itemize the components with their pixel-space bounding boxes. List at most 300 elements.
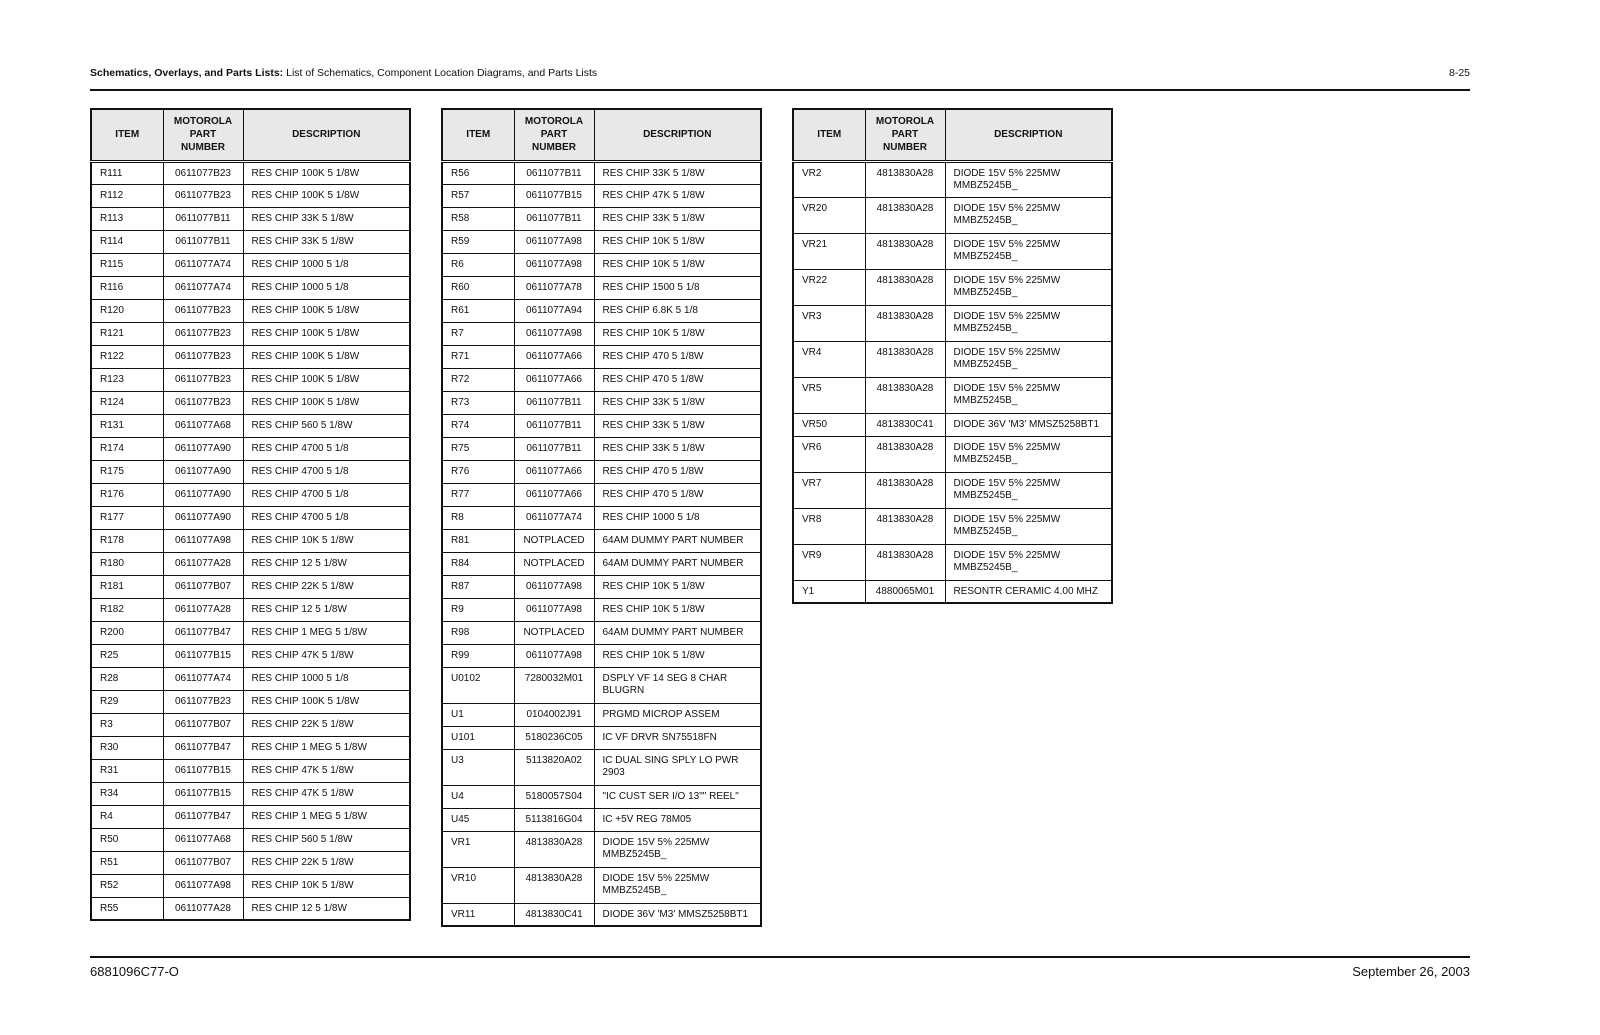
description-cell: RES CHIP 22K 5 1/8W: [243, 713, 410, 736]
part-number-cell: 0611077A90: [163, 483, 243, 506]
item-cell: VR50: [793, 413, 865, 436]
description-cell: RES CHIP 100K 5 1/8W: [243, 184, 410, 207]
table-row: [91, 161, 410, 184]
part-number-cell: 0611077B23: [163, 161, 243, 184]
footer-date: September 26, 2003: [1352, 964, 1470, 979]
item-cell: R121: [91, 322, 163, 345]
part-number-cell: 0611077A66: [514, 483, 594, 506]
table-row: [91, 276, 410, 299]
item-cell: R56: [442, 161, 514, 184]
table-row: [91, 713, 410, 736]
item-cell: R31: [91, 759, 163, 782]
description-cell: RESONTR CERAMIC 4.00 MHZ: [945, 580, 1112, 603]
table-row: [91, 253, 410, 276]
description-cell: RES CHIP 10K 5 1/8W: [594, 322, 761, 345]
item-cell: R25: [91, 644, 163, 667]
table-row: [442, 368, 761, 391]
table-row: [91, 322, 410, 345]
item-cell: U3: [442, 749, 514, 785]
part-number-cell: 0611077A98: [514, 230, 594, 253]
part-number-cell: 5180236C05: [514, 726, 594, 749]
table-row: [442, 621, 761, 644]
description-cell: DIODE 15V 5% 225MW MMBZ5245B_: [945, 197, 1112, 233]
part-number-cell: 0611077B23: [163, 368, 243, 391]
column-header-description: DESCRIPTION: [945, 109, 1112, 161]
part-number-cell: 0611077A66: [514, 460, 594, 483]
table-header-row: [793, 109, 1112, 161]
table-row: [91, 644, 410, 667]
description-cell: RES CHIP 1 MEG 5 1/8W: [243, 736, 410, 759]
table-row: [91, 621, 410, 644]
description-cell: DIODE 15V 5% 225MW MMBZ5245B_: [945, 269, 1112, 305]
table-row: [91, 184, 410, 207]
table-row: [91, 759, 410, 782]
table-row: [442, 785, 761, 808]
table-row: [793, 413, 1112, 436]
item-cell: R75: [442, 437, 514, 460]
part-number-cell: 0611077A98: [514, 322, 594, 345]
item-cell: R57: [442, 184, 514, 207]
description-cell: RES CHIP 470 5 1/8W: [594, 460, 761, 483]
item-cell: VR4: [793, 341, 865, 377]
part-number-cell: 4813830A28: [865, 341, 945, 377]
part-number-cell: 0611077A94: [514, 299, 594, 322]
description-cell: 64AM DUMMY PART NUMBER: [594, 552, 761, 575]
table-row: [793, 508, 1112, 544]
table-row: [91, 828, 410, 851]
table-row: [442, 808, 761, 831]
item-cell: R113: [91, 207, 163, 230]
part-number-cell: 0611077A74: [514, 506, 594, 529]
table-row: [91, 667, 410, 690]
table-row: [442, 253, 761, 276]
part-number-cell: 4813830A28: [865, 233, 945, 269]
column-header-item: ITEM: [91, 109, 163, 161]
part-number-cell: 0611077B11: [514, 207, 594, 230]
part-number-cell: 0611077A28: [163, 897, 243, 920]
part-number-cell: 0611077A78: [514, 276, 594, 299]
item-cell: R73: [442, 391, 514, 414]
description-cell: RES CHIP 100K 5 1/8W: [243, 368, 410, 391]
item-cell: R60: [442, 276, 514, 299]
description-cell: DIODE 15V 5% 225MW MMBZ5245B_: [594, 867, 761, 903]
table-row: [793, 341, 1112, 377]
item-cell: Y1: [793, 580, 865, 603]
description-cell: RES CHIP 22K 5 1/8W: [243, 575, 410, 598]
description-cell: RES CHIP 12 5 1/8W: [243, 598, 410, 621]
table-row: [91, 207, 410, 230]
description-cell: DIODE 15V 5% 225MW MMBZ5245B_: [594, 831, 761, 867]
footer-doc-number: 6881096C77-O: [90, 964, 179, 979]
item-cell: R55: [91, 897, 163, 920]
part-number-cell: 0611077B07: [163, 575, 243, 598]
part-number-cell: 0611077A90: [163, 460, 243, 483]
description-cell: RES CHIP 10K 5 1/8W: [243, 529, 410, 552]
table-row: [793, 580, 1112, 603]
part-number-cell: 4813830A28: [865, 436, 945, 472]
item-cell: R131: [91, 414, 163, 437]
item-cell: R50: [91, 828, 163, 851]
table-row: [91, 897, 410, 920]
description-cell: RES CHIP 100K 5 1/8W: [243, 345, 410, 368]
part-number-cell: 0611077B23: [163, 690, 243, 713]
part-number-cell: 7280032M01: [514, 667, 594, 703]
part-number-cell: 4880065M01: [865, 580, 945, 603]
part-number-cell: 4813830A28: [865, 305, 945, 341]
description-cell: DIODE 15V 5% 225MW MMBZ5245B_: [945, 341, 1112, 377]
description-cell: RES CHIP 47K 5 1/8W: [594, 184, 761, 207]
table-row: [91, 437, 410, 460]
description-cell: DIODE 15V 5% 225MW MMBZ5245B_: [945, 233, 1112, 269]
table-row: [793, 269, 1112, 305]
item-cell: R74: [442, 414, 514, 437]
table-row: [91, 414, 410, 437]
parts-table: [441, 108, 762, 927]
part-number-cell: 4813830C41: [865, 413, 945, 436]
description-cell: RES CHIP 470 5 1/8W: [594, 368, 761, 391]
table-row: [793, 436, 1112, 472]
table-row: [442, 667, 761, 703]
table-row: [442, 529, 761, 552]
part-number-cell: 0611077A98: [163, 874, 243, 897]
table-row: [91, 598, 410, 621]
part-number-cell: 0611077A74: [163, 253, 243, 276]
item-cell: R4: [91, 805, 163, 828]
table-row: [91, 690, 410, 713]
part-number-cell: 0611077A28: [163, 552, 243, 575]
item-cell: R120: [91, 299, 163, 322]
item-cell: R112: [91, 184, 163, 207]
item-cell: R51: [91, 851, 163, 874]
part-number-cell: 4813830A28: [865, 377, 945, 413]
table-row: [442, 460, 761, 483]
part-number-cell: 0611077A28: [163, 598, 243, 621]
table-row: [91, 805, 410, 828]
description-cell: RES CHIP 10K 5 1/8W: [594, 644, 761, 667]
item-cell: R98: [442, 621, 514, 644]
part-number-cell: 0611077B23: [163, 345, 243, 368]
table-row: [442, 230, 761, 253]
part-number-cell: 0611077B15: [163, 759, 243, 782]
table-row: [91, 345, 410, 368]
part-number-cell: NOTPLACED: [514, 621, 594, 644]
item-cell: VR21: [793, 233, 865, 269]
table-row: [91, 782, 410, 805]
description-cell: RES CHIP 100K 5 1/8W: [243, 299, 410, 322]
part-number-cell: 0611077A68: [163, 828, 243, 851]
item-cell: R72: [442, 368, 514, 391]
description-cell: RES CHIP 10K 5 1/8W: [594, 253, 761, 276]
item-cell: R180: [91, 552, 163, 575]
item-cell: R34: [91, 782, 163, 805]
table-row: [91, 851, 410, 874]
part-number-cell: 0611077A98: [163, 529, 243, 552]
table-row: [442, 483, 761, 506]
table-row: [91, 230, 410, 253]
description-cell: RES CHIP 1000 5 1/8: [594, 506, 761, 529]
description-cell: DIODE 15V 5% 225MW MMBZ5245B_: [945, 508, 1112, 544]
part-number-cell: NOTPLACED: [514, 529, 594, 552]
item-cell: VR8: [793, 508, 865, 544]
table-header-row: [91, 109, 410, 161]
part-number-cell: 4813830C41: [514, 903, 594, 926]
table-row: [442, 345, 761, 368]
table-row: [442, 903, 761, 926]
part-number-cell: 0611077A98: [514, 575, 594, 598]
header-subtitle: List of Schematics, Component Location Diagrams, and Parts Lists: [286, 67, 598, 79]
table-row: [442, 207, 761, 230]
description-cell: RES CHIP 10K 5 1/8W: [243, 874, 410, 897]
footer-rule: [90, 956, 1470, 958]
description-cell: RES CHIP 33K 5 1/8W: [243, 207, 410, 230]
item-cell: U0102: [442, 667, 514, 703]
column-header-part-number: MOTOROLA PART NUMBER: [163, 109, 243, 161]
description-cell: PRGMD MICROP ASSEM: [594, 703, 761, 726]
description-cell: RES CHIP 33K 5 1/8W: [594, 391, 761, 414]
item-cell: R6: [442, 253, 514, 276]
item-cell: R9: [442, 598, 514, 621]
part-number-cell: 0611077A66: [514, 345, 594, 368]
item-cell: VR9: [793, 544, 865, 580]
part-number-cell: 0611077B15: [163, 644, 243, 667]
description-cell: RES CHIP 560 5 1/8W: [243, 828, 410, 851]
part-number-cell: 0611077A90: [163, 437, 243, 460]
table-row: [442, 322, 761, 345]
part-number-cell: 4813830A28: [514, 831, 594, 867]
table-row: [793, 161, 1112, 197]
item-cell: R116: [91, 276, 163, 299]
item-cell: R182: [91, 598, 163, 621]
part-number-cell: 0611077B23: [163, 299, 243, 322]
table-row: [442, 575, 761, 598]
table-row: [91, 391, 410, 414]
table-row: [793, 472, 1112, 508]
table-row: [793, 544, 1112, 580]
item-cell: R114: [91, 230, 163, 253]
item-cell: R177: [91, 506, 163, 529]
part-number-cell: 0611077A68: [163, 414, 243, 437]
item-cell: R176: [91, 483, 163, 506]
description-cell: RES CHIP 33K 5 1/8W: [594, 207, 761, 230]
item-cell: VR10: [442, 867, 514, 903]
description-cell: RES CHIP 4700 5 1/8: [243, 437, 410, 460]
item-cell: VR7: [793, 472, 865, 508]
description-cell: RES CHIP 33K 5 1/8W: [594, 437, 761, 460]
part-number-cell: 0611077A66: [514, 368, 594, 391]
item-cell: VR3: [793, 305, 865, 341]
table-header-row: [442, 109, 761, 161]
column-header-description: DESCRIPTION: [243, 109, 410, 161]
item-cell: R30: [91, 736, 163, 759]
description-cell: RES CHIP 1000 5 1/8: [243, 253, 410, 276]
table-row: [442, 161, 761, 184]
description-cell: IC VF DRVR SN75518FN: [594, 726, 761, 749]
part-number-cell: 0611077B11: [514, 437, 594, 460]
description-cell: RES CHIP 47K 5 1/8W: [243, 644, 410, 667]
table-row: [442, 437, 761, 460]
part-number-cell: NOTPLACED: [514, 552, 594, 575]
item-cell: R58: [442, 207, 514, 230]
description-cell: RES CHIP 33K 5 1/8W: [594, 414, 761, 437]
item-cell: R115: [91, 253, 163, 276]
description-cell: DIODE 36V 'M3' MMSZ5258BT1: [945, 413, 1112, 436]
part-number-cell: 5113816G04: [514, 808, 594, 831]
column-header-description: DESCRIPTION: [594, 109, 761, 161]
item-cell: VR6: [793, 436, 865, 472]
item-cell: R174: [91, 437, 163, 460]
item-cell: R87: [442, 575, 514, 598]
item-cell: R61: [442, 299, 514, 322]
item-cell: R77: [442, 483, 514, 506]
part-number-cell: 4813830A28: [514, 867, 594, 903]
description-cell: DIODE 15V 5% 225MW MMBZ5245B_: [945, 472, 1112, 508]
description-cell: RES CHIP 560 5 1/8W: [243, 414, 410, 437]
description-cell: RES CHIP 4700 5 1/8: [243, 483, 410, 506]
description-cell: DIODE 15V 5% 225MW MMBZ5245B_: [945, 305, 1112, 341]
header-rule: [90, 89, 1470, 91]
description-cell: RES CHIP 33K 5 1/8W: [243, 230, 410, 253]
item-cell: R81: [442, 529, 514, 552]
item-cell: R7: [442, 322, 514, 345]
item-cell: R178: [91, 529, 163, 552]
description-cell: RES CHIP 4700 5 1/8: [243, 506, 410, 529]
part-number-cell: 0611077B47: [163, 805, 243, 828]
part-number-cell: 0611077B11: [514, 414, 594, 437]
description-cell: RES CHIP 12 5 1/8W: [243, 897, 410, 920]
description-cell: RES CHIP 10K 5 1/8W: [594, 230, 761, 253]
table-row: [442, 184, 761, 207]
item-cell: U4: [442, 785, 514, 808]
description-cell: RES CHIP 47K 5 1/8W: [243, 759, 410, 782]
part-number-cell: 4813830A28: [865, 197, 945, 233]
description-cell: RES CHIP 12 5 1/8W: [243, 552, 410, 575]
table-row: [442, 391, 761, 414]
part-number-cell: 0611077B47: [163, 736, 243, 759]
table-row: [793, 305, 1112, 341]
item-cell: VR11: [442, 903, 514, 926]
table-row: [442, 726, 761, 749]
table-row: [793, 233, 1112, 269]
part-number-cell: 4813830A28: [865, 269, 945, 305]
table-row: [442, 276, 761, 299]
part-number-cell: 0611077B15: [163, 782, 243, 805]
page-footer: [90, 964, 1470, 980]
part-number-cell: 0611077A98: [514, 253, 594, 276]
item-cell: VR20: [793, 197, 865, 233]
description-cell: DSPLY VF 14 SEG 8 CHAR BLUGRN: [594, 667, 761, 703]
part-number-cell: 0611077A74: [163, 276, 243, 299]
description-cell: RES CHIP 1500 5 1/8: [594, 276, 761, 299]
item-cell: R84: [442, 552, 514, 575]
part-number-cell: 5180057S04: [514, 785, 594, 808]
parts-table: [792, 108, 1113, 604]
item-cell: R200: [91, 621, 163, 644]
part-number-cell: 0611077A98: [514, 644, 594, 667]
description-cell: RES CHIP 1000 5 1/8: [243, 667, 410, 690]
page-header: [90, 66, 1470, 80]
description-cell: RES CHIP 33K 5 1/8W: [594, 161, 761, 184]
item-cell: R181: [91, 575, 163, 598]
item-cell: R99: [442, 644, 514, 667]
item-cell: R175: [91, 460, 163, 483]
table-row: [442, 598, 761, 621]
description-cell: DIODE 15V 5% 225MW MMBZ5245B_: [945, 161, 1112, 197]
part-number-cell: 4813830A28: [865, 508, 945, 544]
table-row: [91, 736, 410, 759]
item-cell: R124: [91, 391, 163, 414]
header-section-title: Schematics, Overlays, and Parts Lists:: [90, 67, 284, 79]
part-number-cell: 4813830A28: [865, 161, 945, 197]
description-cell: IC +5V REG 78M05: [594, 808, 761, 831]
item-cell: R111: [91, 161, 163, 184]
item-cell: U1: [442, 703, 514, 726]
item-cell: VR5: [793, 377, 865, 413]
column-header-part-number: MOTOROLA PART NUMBER: [514, 109, 594, 161]
description-cell: 64AM DUMMY PART NUMBER: [594, 529, 761, 552]
description-cell: RES CHIP 10K 5 1/8W: [594, 575, 761, 598]
item-cell: R59: [442, 230, 514, 253]
table-row: [91, 299, 410, 322]
item-cell: VR22: [793, 269, 865, 305]
part-number-cell: 0611077B11: [514, 161, 594, 184]
table-row: [91, 506, 410, 529]
item-cell: U101: [442, 726, 514, 749]
part-number-cell: 0611077B23: [163, 322, 243, 345]
table-row: [442, 831, 761, 867]
column-header-part-number: MOTOROLA PART NUMBER: [865, 109, 945, 161]
item-cell: R28: [91, 667, 163, 690]
item-cell: R122: [91, 345, 163, 368]
description-cell: RES CHIP 1 MEG 5 1/8W: [243, 621, 410, 644]
description-cell: RES CHIP 47K 5 1/8W: [243, 782, 410, 805]
table-row: [91, 575, 410, 598]
part-number-cell: 0611077B47: [163, 621, 243, 644]
table-row: [91, 483, 410, 506]
part-number-cell: 0611077B11: [514, 391, 594, 414]
table-row: [442, 506, 761, 529]
description-cell: DIODE 15V 5% 225MW MMBZ5245B_: [945, 544, 1112, 580]
description-cell: DIODE 15V 5% 225MW MMBZ5245B_: [945, 436, 1112, 472]
description-cell: RES CHIP 1 MEG 5 1/8W: [243, 805, 410, 828]
item-cell: R8: [442, 506, 514, 529]
part-number-cell: 0611077A74: [163, 667, 243, 690]
description-cell: RES CHIP 10K 5 1/8W: [594, 598, 761, 621]
description-cell: RES CHIP 1000 5 1/8: [243, 276, 410, 299]
part-number-cell: 5113820A02: [514, 749, 594, 785]
description-cell: DIODE 36V 'M3' MMSZ5258BT1: [594, 903, 761, 926]
table-row: [442, 299, 761, 322]
part-number-cell: 0611077B15: [514, 184, 594, 207]
table-row: [442, 703, 761, 726]
table-row: [91, 529, 410, 552]
item-cell: R29: [91, 690, 163, 713]
part-number-cell: 0611077B11: [163, 207, 243, 230]
parts-table: [90, 108, 411, 921]
table-row: [442, 749, 761, 785]
item-cell: R123: [91, 368, 163, 391]
item-cell: U45: [442, 808, 514, 831]
description-cell: DIODE 15V 5% 225MW MMBZ5245B_: [945, 377, 1112, 413]
column-header-item: ITEM: [793, 109, 865, 161]
description-cell: RES CHIP 100K 5 1/8W: [243, 690, 410, 713]
description-cell: IC DUAL SING SPLY LO PWR 2903: [594, 749, 761, 785]
description-cell: RES CHIP 470 5 1/8W: [594, 483, 761, 506]
table-row: [442, 867, 761, 903]
table-row: [91, 460, 410, 483]
table-row: [442, 552, 761, 575]
description-cell: RES CHIP 22K 5 1/8W: [243, 851, 410, 874]
part-number-cell: 0611077A98: [514, 598, 594, 621]
